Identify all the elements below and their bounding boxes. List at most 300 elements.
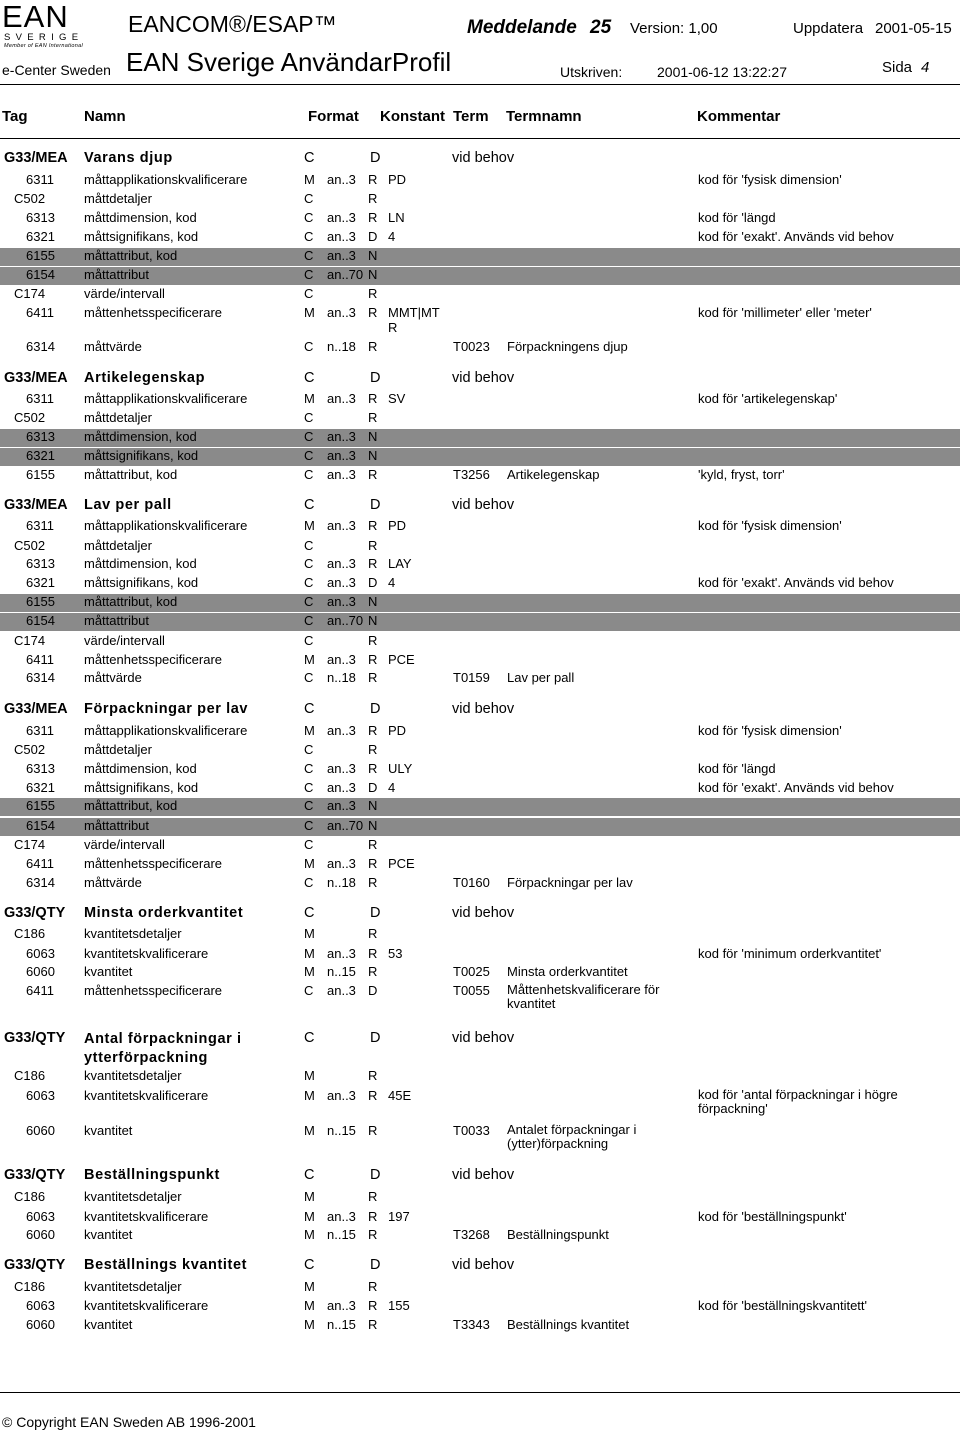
cell-format: an..3: [327, 761, 356, 776]
table-row: [0, 1123, 960, 1155]
cell-name: Förpackningar per lav: [84, 701, 249, 717]
table-row: [0, 1227, 960, 1245]
cell-format: n..15: [327, 1317, 356, 1332]
cell-requirement: R: [368, 742, 378, 757]
cell-status: M: [304, 1189, 315, 1204]
cell-tag: 6314: [26, 339, 55, 354]
cell-name: värde/intervall: [84, 286, 165, 301]
cell-constant: 45E: [388, 1088, 412, 1103]
cell-name: måttattribut, kod: [84, 467, 178, 482]
cell-format: n..15: [327, 964, 356, 979]
cell-constant: 4: [388, 575, 396, 590]
cell-tag: 6154: [26, 613, 55, 628]
cell-format: an..3: [327, 652, 356, 667]
cell-termname: Artikelegenskap: [507, 467, 600, 482]
cell-requirement: R: [368, 761, 378, 776]
cell-name: måttsignifikans, kod: [84, 575, 199, 590]
cell-comment: kod för 'beställningspunkt': [698, 1209, 847, 1224]
cell-format: an..3: [327, 1298, 356, 1313]
cell-tag: 6321: [26, 448, 55, 463]
cell-name: värde/intervall: [84, 837, 165, 852]
cell-name: Beställningspunkt: [84, 1167, 220, 1183]
cell-name: Lav per pall: [84, 497, 172, 513]
cell-requirement: D: [370, 497, 381, 513]
cell-status: M: [304, 1317, 315, 1332]
table-row: [0, 448, 960, 466]
cell-status: C: [304, 818, 314, 833]
cell-term: vid behov: [452, 905, 515, 921]
cell-tag: 6411: [26, 983, 54, 998]
cell-name: måttsignifikans, kod: [84, 229, 199, 244]
cell-format: an..3: [327, 946, 356, 961]
table-row: [0, 594, 960, 612]
cell-requirement: R: [368, 964, 378, 979]
cell-tag: G33/MEA: [4, 497, 68, 513]
cell-requirement: R: [368, 286, 378, 301]
cell-comment: kod för 'längd: [698, 210, 776, 225]
cell-term: vid behov: [452, 701, 515, 717]
table-row: [0, 670, 960, 688]
cell-tag: 6411: [26, 856, 54, 871]
cell-name: måttdetaljer: [84, 538, 152, 553]
cell-name: Beställnings kvantitet: [84, 1257, 248, 1273]
cell-status: C: [304, 191, 314, 206]
cell-status: C: [304, 633, 314, 648]
table-row: [0, 798, 960, 816]
cell-requirement: R: [368, 1123, 378, 1138]
cell-tag: 6321: [26, 229, 55, 244]
cell-tag: 6313: [26, 429, 55, 444]
company-name: e-Center Sweden: [2, 62, 111, 78]
col-name: Namn: [84, 108, 126, 125]
logo-text: EAN: [2, 0, 69, 34]
cell-comment: kod för 'exakt'. Används vid behov: [698, 780, 894, 795]
col-format: Format: [308, 108, 359, 125]
cell-tag: G33/QTY: [4, 1167, 66, 1183]
cell-requirement: D: [368, 229, 378, 244]
footer-copyright: © Copyright EAN Sweden AB 1996-2001: [2, 1414, 256, 1430]
segment-group-row: [0, 150, 960, 170]
cell-status: C: [304, 448, 314, 463]
cell-tag: 6313: [26, 556, 55, 571]
col-termname: Termnamn: [506, 108, 582, 125]
cell-requirement: R: [368, 191, 378, 206]
cell-status: C: [304, 613, 314, 628]
cell-requirement: R: [368, 172, 378, 187]
cell-format: an..3: [327, 556, 356, 571]
cell-name: måttenhetsspecificerare: [84, 856, 223, 871]
cell-name: måttenhetsspecificerare: [84, 652, 223, 667]
col-comment: Kommentar: [697, 108, 781, 125]
cell-status: C: [304, 701, 315, 717]
cell-comment: 'kyld, fryst, torr': [698, 467, 785, 482]
cell-tag: C186: [14, 1279, 46, 1294]
cell-termname: Beställningspunkt: [507, 1227, 609, 1242]
cell-tag: 6063: [26, 946, 55, 961]
cell-constant: MMT|MT R: [388, 305, 440, 335]
table-row: [0, 248, 960, 266]
cell-format: an..3: [327, 780, 356, 795]
cell-requirement: R: [368, 339, 378, 354]
table-row: [0, 518, 960, 536]
cell-status: C: [304, 556, 314, 571]
cell-tag: C174: [14, 286, 46, 301]
message-label: Meddelande: [467, 17, 577, 38]
cell-name: Artikelegenskap: [84, 370, 206, 386]
table-row: [0, 1088, 960, 1120]
cell-status: C: [304, 780, 314, 795]
cell-tag: C502: [14, 538, 46, 553]
cell-requirement: R: [368, 518, 378, 533]
cell-constant: 53: [388, 946, 403, 961]
cell-name: måttdetaljer: [84, 191, 152, 206]
table-row: [0, 410, 960, 428]
cell-requirement: N: [368, 448, 378, 463]
cell-tag: 6311: [26, 172, 54, 187]
cell-requirement: N: [368, 429, 378, 444]
cell-tag: 6060: [26, 1123, 55, 1138]
cell-format: an..3: [327, 1209, 356, 1224]
cell-format: n..18: [327, 670, 356, 685]
cell-status: M: [304, 1279, 315, 1294]
cell-comment: kod för 'artikelegenskap': [698, 391, 838, 406]
cell-format: an..3: [327, 448, 356, 463]
cell-format: an..3: [327, 429, 356, 444]
table-row: [0, 780, 960, 798]
cell-name: måttenhetsspecificerare: [84, 305, 223, 320]
cell-requirement: R: [368, 1189, 378, 1204]
cell-comment: kod för 'millimeter' eller 'meter': [698, 305, 872, 320]
cell-term: T3268: [453, 1227, 490, 1242]
cell-tag: 6311: [26, 518, 54, 533]
cell-tag: 6411: [26, 652, 54, 667]
segment-group-row: [0, 497, 960, 517]
update-date: 2001-05-15: [875, 20, 952, 37]
cell-term: T0023: [453, 339, 490, 354]
cell-term: vid behov: [452, 370, 515, 386]
cell-term: vid behov: [452, 150, 515, 166]
cell-name: måttattribut, kod: [84, 248, 178, 263]
table-row: [0, 391, 960, 409]
cell-format: an..3: [327, 518, 356, 533]
cell-name: måttenhetsspecificerare: [84, 983, 223, 998]
table-row: [0, 305, 960, 339]
cell-tag: 6155: [26, 248, 55, 263]
cell-requirement: D: [370, 701, 381, 717]
cell-requirement: D: [368, 780, 378, 795]
cell-format: n..18: [327, 875, 356, 890]
cell-format: an..3: [327, 723, 356, 738]
cell-requirement: R: [368, 1068, 378, 1083]
cell-tag: 6311: [26, 391, 54, 406]
cell-tag: C186: [14, 926, 46, 941]
cell-format: an..3: [327, 229, 356, 244]
cell-tag: 6321: [26, 780, 55, 795]
cell-status: M: [304, 391, 315, 406]
table-row: [0, 538, 960, 556]
table-row: [0, 613, 960, 631]
cell-tag: 6155: [26, 798, 55, 813]
cell-termname: Förpackningens djup: [507, 339, 628, 354]
cell-name: kvantitetskvalificerare: [84, 946, 209, 961]
cell-status: M: [304, 1088, 315, 1103]
cell-constant: LAY: [388, 556, 412, 571]
cell-status: C: [304, 150, 315, 166]
cell-requirement: R: [368, 305, 378, 320]
update-label: Uppdatera: [793, 20, 864, 37]
logo-member: Member of EAN International: [4, 43, 84, 49]
cell-requirement: R: [368, 875, 378, 890]
cell-status: C: [304, 1257, 315, 1273]
cell-term: T3256: [453, 467, 490, 482]
cell-tag: 6060: [26, 1317, 55, 1332]
cell-name: Varans djup: [84, 150, 173, 166]
cell-status: C: [304, 1030, 315, 1046]
cell-requirement: R: [368, 1317, 378, 1332]
cell-format: an..70: [327, 613, 364, 628]
document-subtitle: EAN Sverige AnvändarProfil: [126, 47, 452, 77]
cell-name: måttdimension, kod: [84, 556, 197, 571]
cell-status: M: [304, 1068, 315, 1083]
table-row: [0, 742, 960, 760]
table-row: [0, 723, 960, 741]
cell-comment: kod för 'beställningskvantitett': [698, 1298, 867, 1313]
cell-requirement: R: [368, 467, 378, 482]
cell-term: vid behov: [452, 1030, 515, 1046]
cell-status: C: [304, 497, 315, 513]
cell-requirement: R: [368, 1209, 378, 1224]
cell-term: T0055: [453, 983, 490, 998]
cell-tag: 6314: [26, 670, 55, 685]
cell-comment: kod för 'fysisk dimension': [698, 172, 842, 187]
cell-constant: 197: [388, 1209, 410, 1224]
cell-name: måttattribut: [84, 613, 150, 628]
cell-requirement: D: [370, 1167, 381, 1183]
cell-requirement: N: [368, 267, 378, 282]
cell-termname: Antalet förpackningar i (ytter)förpackning: [507, 1122, 637, 1151]
cell-tag: 6155: [26, 594, 55, 609]
segment-group-row: [0, 370, 960, 390]
table-row: [0, 818, 960, 836]
cell-name: måttsignifikans, kod: [84, 780, 199, 795]
cell-status: C: [304, 875, 314, 890]
cell-requirement: R: [368, 652, 378, 667]
cell-tag: C186: [14, 1189, 46, 1204]
cell-term: T0160: [453, 875, 490, 890]
cell-tag: G33/MEA: [4, 370, 68, 386]
table-row: [0, 837, 960, 855]
cell-name: måttapplikationskvalificerare: [84, 723, 248, 738]
cell-tag: 6063: [26, 1298, 55, 1313]
table-row: [0, 761, 960, 779]
cell-termname: Lav per pall: [507, 670, 575, 685]
cell-tag: 6063: [26, 1088, 55, 1103]
cell-requirement: N: [368, 818, 378, 833]
segment-group-row: [0, 905, 960, 925]
table-row: [0, 1298, 960, 1316]
cell-format: an..3: [327, 248, 356, 263]
table-row: [0, 467, 960, 485]
cell-term: vid behov: [452, 497, 515, 513]
cell-status: C: [304, 670, 314, 685]
cell-name: måttattribut: [84, 818, 150, 833]
cell-requirement: N: [368, 798, 378, 813]
cell-comment: kod för 'antal förpackningar i högre förpackning': [698, 1087, 898, 1116]
cell-comment: kod för 'exakt'. Används vid behov: [698, 575, 894, 590]
cell-tag: 6311: [26, 723, 54, 738]
cell-constant: ULY: [388, 761, 413, 776]
cell-requirement: R: [368, 837, 378, 852]
cell-constant: 4: [388, 780, 396, 795]
cell-status: C: [304, 837, 314, 852]
table-row: [0, 191, 960, 209]
cell-status: C: [304, 798, 314, 813]
cell-name: måttsignifikans, kod: [84, 448, 199, 463]
table-row: [0, 339, 960, 357]
cell-name: kvantitetskvalificerare: [84, 1088, 209, 1103]
cell-format: an..3: [327, 798, 356, 813]
segment-group-row: [0, 1257, 960, 1277]
cell-name: måttdimension, kod: [84, 761, 197, 776]
table-row: [0, 875, 960, 893]
cell-term: T0025: [453, 964, 490, 979]
table-row: [0, 556, 960, 574]
cell-status: C: [304, 210, 314, 225]
segment-group-row: [0, 1030, 960, 1068]
cell-requirement: D: [370, 150, 381, 166]
document-title: EANCOM®/ESAP™: [128, 11, 337, 37]
cell-term: vid behov: [452, 1257, 515, 1273]
cell-status: C: [304, 1167, 315, 1183]
cell-status: C: [304, 594, 314, 609]
table-row: [0, 1189, 960, 1207]
cell-requirement: D: [370, 905, 381, 921]
cell-constant: PD: [388, 518, 407, 533]
cell-requirement: D: [370, 370, 381, 386]
cell-format: an..3: [327, 172, 356, 187]
cell-name: kvantitetsdetaljer: [84, 1279, 182, 1294]
cell-status: C: [304, 742, 314, 757]
cell-status: M: [304, 172, 315, 187]
cell-requirement: D: [370, 1257, 381, 1273]
cell-status: C: [304, 429, 314, 444]
cell-status: C: [304, 467, 314, 482]
cell-name: måttdetaljer: [84, 410, 152, 425]
cell-tag: C502: [14, 191, 46, 206]
col-constant: Konstant: [380, 108, 445, 125]
cell-requirement: R: [368, 210, 378, 225]
cell-name: måttattribut, kod: [84, 594, 178, 609]
cell-name: kvantitetsdetaljer: [84, 926, 182, 941]
cell-name: kvantitetskvalificerare: [84, 1209, 209, 1224]
cell-tag: 6063: [26, 1209, 55, 1224]
cell-name: måttdimension, kod: [84, 429, 197, 444]
cell-status: M: [304, 652, 315, 667]
table-row: [0, 210, 960, 228]
cell-tag: G33/MEA: [4, 150, 68, 166]
table-row: [0, 172, 960, 190]
cell-format: an..3: [327, 305, 356, 320]
cell-status: M: [304, 1298, 315, 1313]
col-term: Term: [453, 108, 489, 125]
cell-comment: kod för 'fysisk dimension': [698, 518, 842, 533]
cell-name: måttapplikationskvalificerare: [84, 172, 248, 187]
cell-status: C: [304, 905, 315, 921]
cell-requirement: R: [368, 670, 378, 685]
cell-constant: PD: [388, 172, 407, 187]
cell-comment: kod för 'fysisk dimension': [698, 723, 842, 738]
cell-format: n..15: [327, 1227, 356, 1242]
cell-format: n..15: [327, 1123, 356, 1138]
cell-tag: G33/QTY: [4, 1030, 66, 1046]
table-row: [0, 1317, 960, 1335]
table-row: [0, 652, 960, 670]
page-label: Sida: [882, 59, 913, 76]
cell-status: C: [304, 339, 314, 354]
cell-name: kvantitetskvalificerare: [84, 1298, 209, 1313]
cell-requirement: R: [368, 556, 378, 571]
cell-requirement: R: [368, 410, 378, 425]
cell-status: C: [304, 538, 314, 553]
cell-status: M: [304, 305, 315, 320]
cell-status: C: [304, 983, 314, 998]
table-row: [0, 1279, 960, 1297]
table-row: [0, 983, 960, 1015]
cell-format: an..3: [327, 594, 356, 609]
cell-name: måttattribut: [84, 267, 150, 282]
cell-format: an..3: [327, 391, 356, 406]
cell-comment: kod för 'längd: [698, 761, 776, 776]
cell-termname: Måttenhetskvalificerare för kvantitet: [507, 982, 660, 1011]
cell-status: C: [304, 267, 314, 282]
col-tag: Tag: [2, 108, 28, 125]
cell-name: kvantitetsdetaljer: [84, 1068, 182, 1083]
cell-format: an..3: [327, 575, 356, 590]
cell-tag: G33/QTY: [4, 1257, 66, 1273]
cell-requirement: R: [368, 723, 378, 738]
version: Version: 1,00: [630, 20, 718, 37]
cell-requirement: D: [370, 1030, 381, 1046]
cell-term: T0159: [453, 670, 490, 685]
cell-status: M: [304, 1209, 315, 1224]
cell-requirement: R: [368, 538, 378, 553]
cell-tag: 6154: [26, 267, 55, 282]
cell-format: an..3: [327, 1088, 356, 1103]
table-row: [0, 286, 960, 304]
cell-status: M: [304, 1227, 315, 1242]
cell-requirement: D: [368, 575, 378, 590]
cell-termname: Beställnings kvantitet: [507, 1317, 630, 1332]
cell-status: C: [304, 575, 314, 590]
cell-name: måttvärde: [84, 875, 142, 890]
table-row: [0, 429, 960, 447]
cell-name: måttapplikationskvalificerare: [84, 391, 248, 406]
cell-status: M: [304, 856, 315, 871]
cell-name: kvantitetsdetaljer: [84, 1189, 182, 1204]
cell-requirement: R: [368, 946, 378, 961]
cell-comment: kod för 'exakt'. Används vid behov: [698, 229, 894, 244]
cell-requirement: N: [368, 248, 378, 263]
table-row: [0, 1209, 960, 1227]
cell-constant: SV: [388, 391, 406, 406]
cell-requirement: R: [368, 633, 378, 648]
table-row: [0, 229, 960, 247]
cell-name: värde/intervall: [84, 633, 165, 648]
segment-group-row: [0, 1167, 960, 1187]
table-row: [0, 926, 960, 944]
cell-status: M: [304, 946, 315, 961]
cell-format: an..70: [327, 267, 364, 282]
